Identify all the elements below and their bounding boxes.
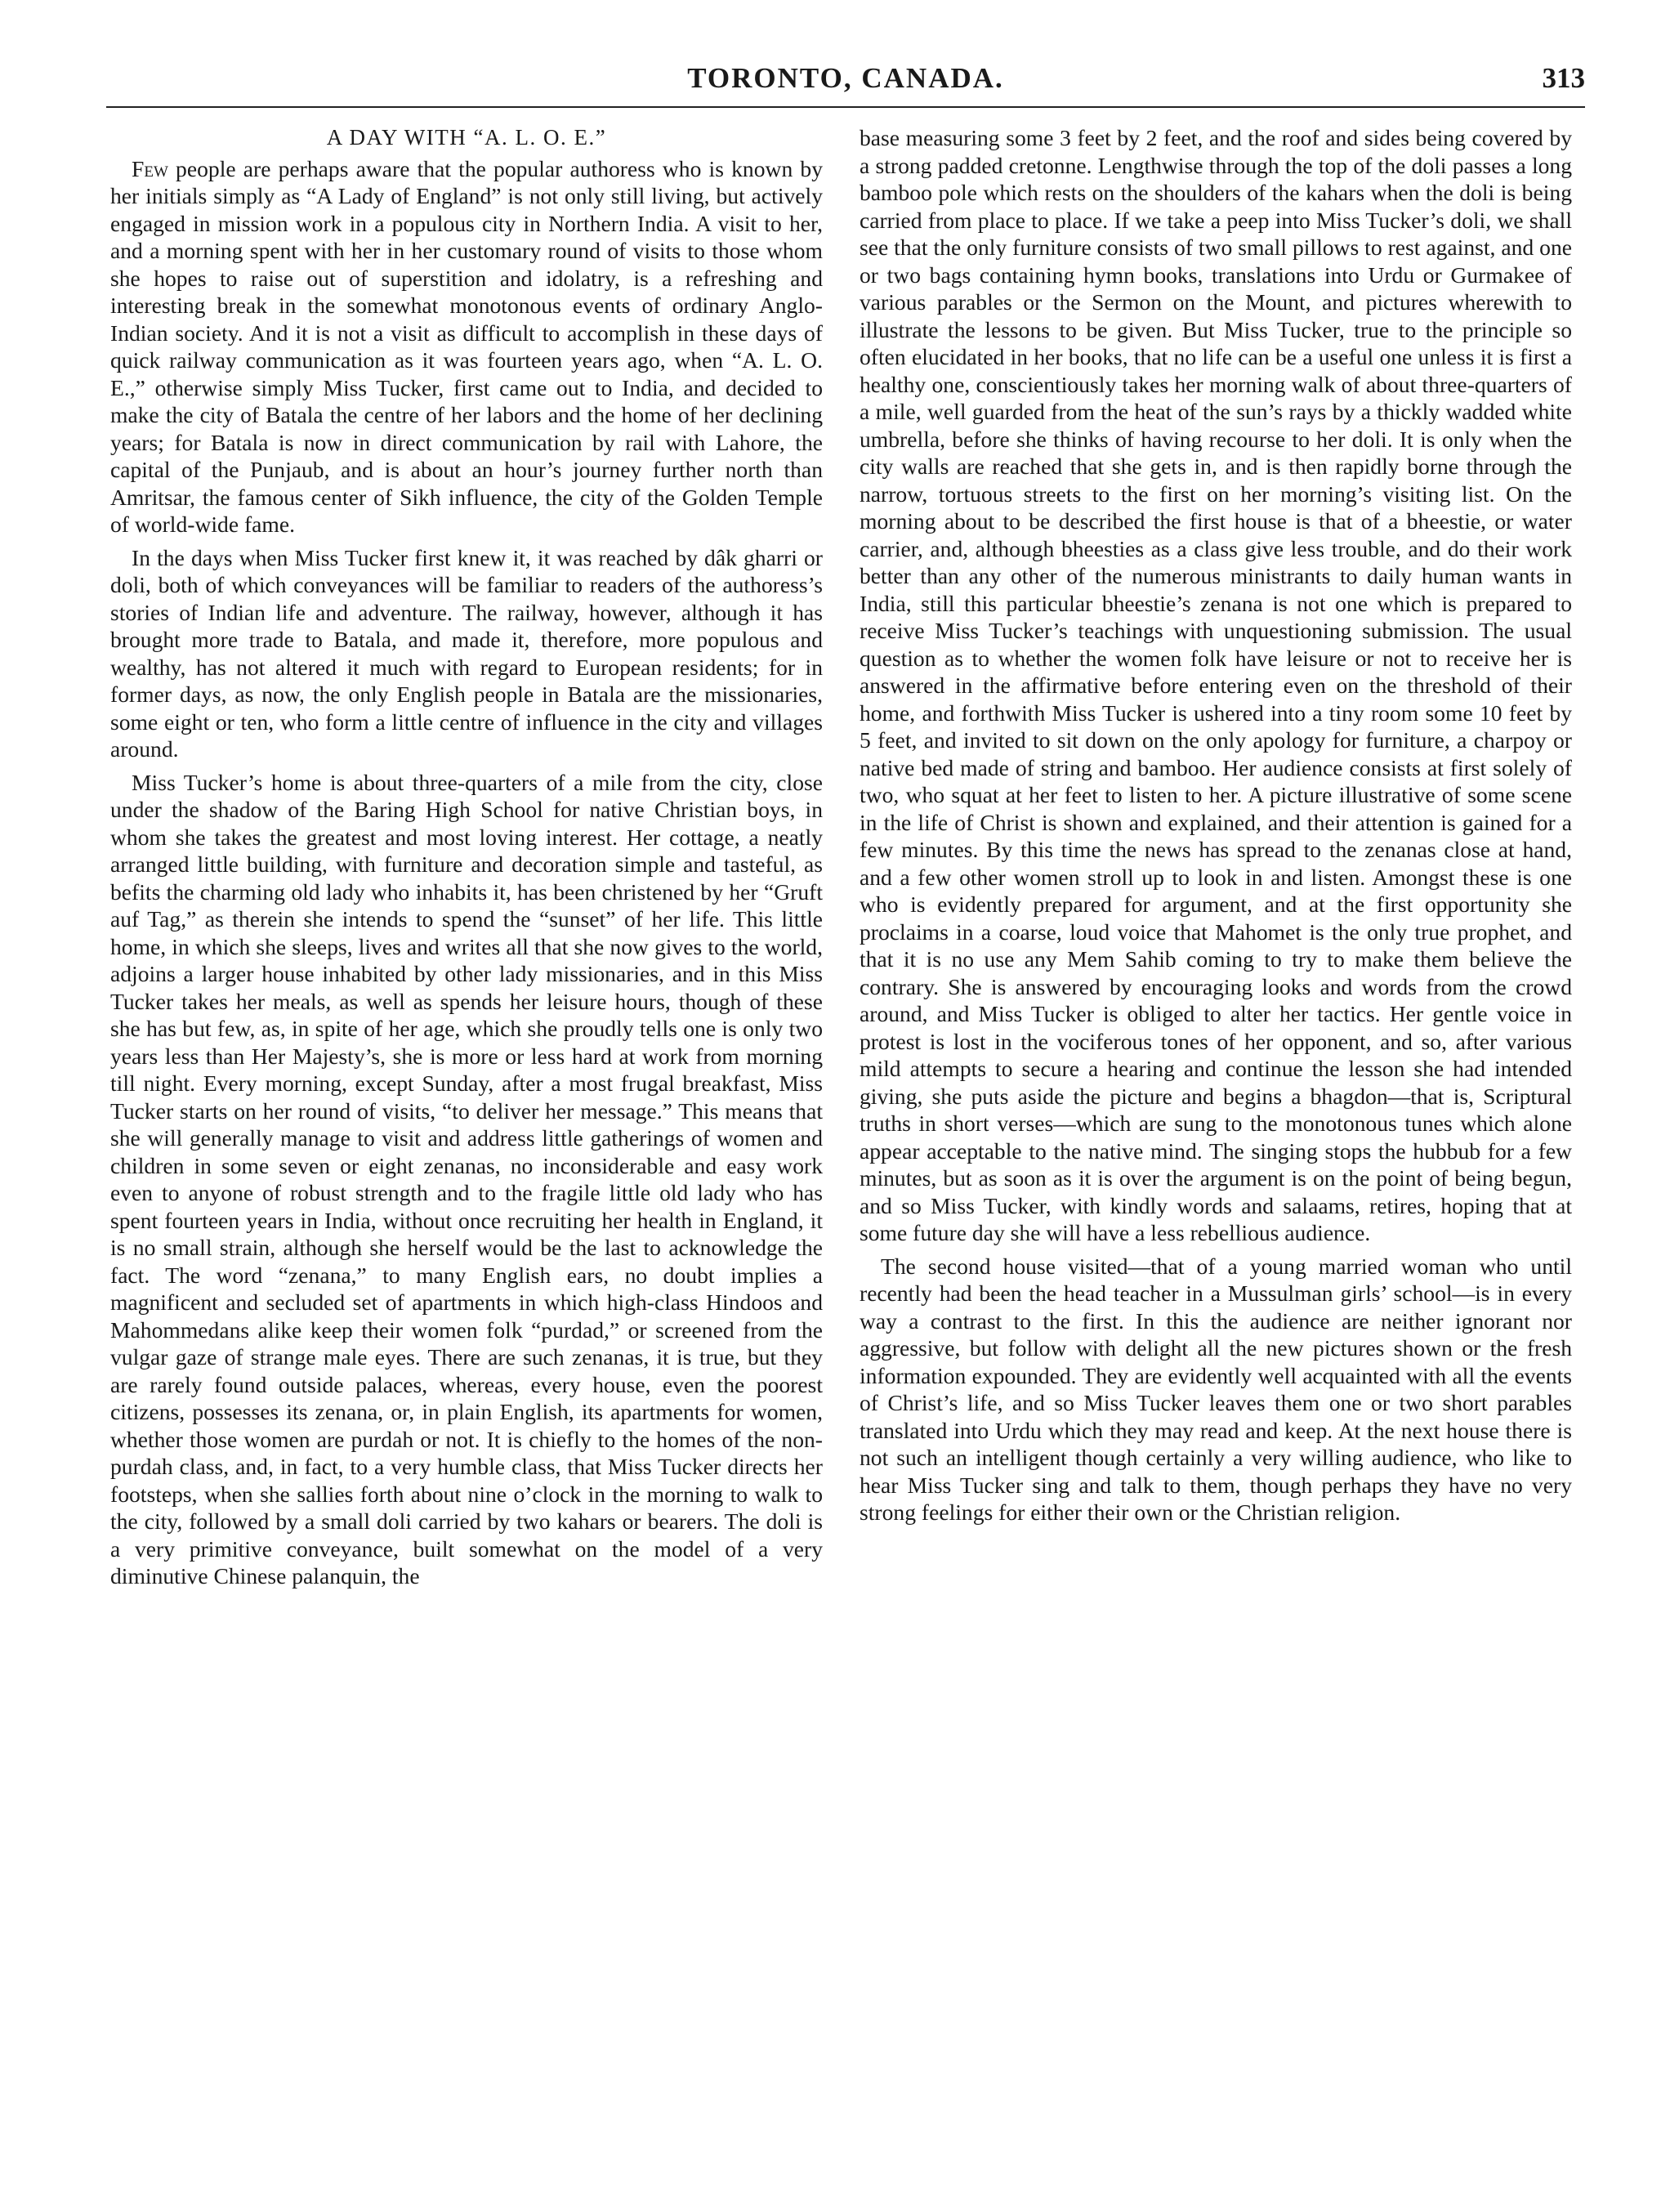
paragraph bbox=[110, 155, 823, 538]
article-title: A DAY WITH “A. L. O. E.” bbox=[326, 125, 607, 150]
header-rule bbox=[106, 106, 1585, 108]
page-header bbox=[106, 57, 1585, 106]
page-number: 313 bbox=[1542, 62, 1585, 94]
right-column bbox=[860, 124, 1572, 1532]
running-head: TORONTO, CANADA. bbox=[687, 62, 1004, 94]
paragraph: Miss Tucker’s home is about three-quarters of a mile from the city, close under the shadow of the Baring High School for native Christian boys, in whom she takes the greatest and most loving interest. Her cottage, a neatly arranged little building, with furniture and decoration simple and tasteful, as befits the charming old lady who inhabits it, has been christened by her “Gruft auf Tag,” as therein she intends to spend the “sunset” of her life. This little home, in which she sleeps, lives and writes all that she now gives to the world, adjoins a larger house inhabited by other lady missionaries, and in this Miss Tucker takes her meals, as well as spends her leisure hours, though of these she has but few, as, in spite of her age, which she proudly tells one is only two years less than Her Majesty’s, she is more or less hard at work from morning till night. Every morning, except Sunday, after a most frugal breakfast, Miss Tucker starts on her round of visits, “to deliver her message.” This means that she will generally manage to visit and address little gatherings of women and children in some seven or eight zenanas, no inconsiderable and easy work even to anyone of robust strength and to the fragile little old lady who has spent fourteen years in India, without once recruiting her health in England, it is no small strain, although she herself would be the last to acknowledge the fact. The word “zenana,” to many English ears, no doubt implies a magnificent and secluded set of apartments in which high-class Hindoos and Mahommedans alike keep their women folk “purdad,” or screened from the vulgar gaze of strange male eyes. There are such zenanas, it is true, but they are rarely found outside palaces, whereas, every house, even the poorest citizens, possesses its zenana, or, in plain English, its apartments for women, whether those women are purdah or not. It is chiefly to the homes of the non-purdah class, and, in fact, to a very humble class, that Miss Tucker directs her footsteps, when she sallies forth about nine o’clock in the morning to walk to the city, followed by a small doli carried by two kahars or bearers. The doli is a very primitive conveyance, built somewhat on the model of a very diminutive Chinese palanquin, the bbox=[110, 769, 823, 1589]
paragraph: The second house visited—that of a young married woman who until recently had been the head teacher in a Mussulman girls’ school—is in every way a contrast to the first. In this the audience are neither ignorant nor aggressive, but follow with delight all the new pictures shown or the fresh information expounded. They are evidently well acquainted with all the events of Christ’s life, and so Miss Tucker leaves them one or two short parables translated into Urdu which they may read and keep. At the next house there is not such an intelligent though certainly a very willing audience, who like to hear Miss Tucker sing and talk to them, though perhaps they have no very strong feelings for either their own or the Christian religion. bbox=[860, 1253, 1572, 1525]
lead-word: Few bbox=[132, 155, 168, 181]
paragraph-text: people are perhaps aware that the popular authoress who is known by her initials simply as “A Lady of England” is not only still living, but actively engaged in mission work in a populous city in Northern India. A visit to her, and a morning spent with her in her customary round of visits to those whom she hopes to raise out of superstition and idolatry, is a refreshing and interesting break in the somewhat monotonous events of ordinary Anglo-Indian society. And it is not a visit as difficult to accomplish in these days of quick railway communication as it was fourteen years ago, when “A. L. O. E.,” otherwise simply Miss Tucker, first came out to India, and decided to make the city of Batala the centre of her labors and the home of her declining years; for Batala is now in direct communication by rail with Lahore, the capital of the Punjaub, and is about an hour’s journey further north than Amritsar, the famous center of Sikh influence, the city of the Golden Temple of world-wide fame. bbox=[110, 155, 823, 537]
left-column bbox=[110, 124, 823, 1596]
paragraph-continued: base measuring some 3 feet by 2 feet, and the roof and sides being covered by a strong padded cretonne. Lengthwise through the top of the doli passes a long bamboo pole which rests on the shoulders of the kahars when the doli is being carried from place to place. If we take a peep into Miss Tucker’s doli, we shall see that the only furniture consists of two small pillows to rest against, and one or two bags containing hymn books, translations into Urdu or Gurmakee of various parables or the Sermon on the Mount, and pictures wherewith to illustrate the lessons to be given. But Miss Tucker, true to the principle so often elucidated in her books, that no life can be a useful one unless it is first a healthy one, conscientiously takes her morning walk of about three-quarters of a mile, well guarded from the heat of the sun’s rays by a thickly wadded white umbrella, before she thinks of having recourse to her doli. It is only when the city walls are reached that she gets in, and is then rapidly borne through the narrow, tortuous streets to the first on her morning’s visiting list. On the morning about to be described the first house is that of a bheestie, or water carrier, and, although bheesties as a class give less trouble, and do their work better than any other of the numerous ministrants to daily human wants in India, still this particular bheestie’s zenana is not one which is prepared to receive Miss Tucker’s teachings with unquestioning submission. The usual question as to whether the women folk have leisure or not to receive her is answered in the affirmative before entering even on the threshold of their home, and forthwith Miss Tucker is ushered into a tiny room some 10 feet by 5 feet, and invited to sit down on the only apology for furniture, a charpoy or native bed made of string and bamboo. Her audience consists at first solely of two, who squat at her feet to listen to her. A picture illustrative of some scene in the life of Christ is shown and explained, and their attention is gained for a few minutes. By this time the news has spread to the zenanas close at hand, and a few other women stroll up to look in and listen. Amongst these is one who is evidently prepared for argument, and at the first opportunity she proclaims in a coarse, loud voice that Mahomet is the only true prophet, and that it is no use any Mem Sahib coming to try to make them believe the contrary. She is answered by encouraging looks and words from the crowd around, and Miss Tucker is obliged to alter her tactics. Her gentle voice in protest is lost in the vociferous tones of her opponent, and so, after various mild attempts to secure a hearing and continue the lesson she had intended giving, she puts aside the picture and begins a bhagdon—that is, Scriptural truths in short verses—which are sung to the monotonous tunes which alone appear acceptable to the native mind. The singing stops the hubbub for a few minutes, but as soon as it is over the argument is on the point of being begun, and so Miss Tucker, with kindly words and salaams, retires, hoping that at some future day she will have a less rebellious audience. bbox=[860, 125, 1572, 1245]
paragraph: In the days when Miss Tucker first knew it, it was reached by dâk gharri or doli, both of which conveyances will be familiar to readers of the authoress’s stories of Indian life and adventure. The railway, however, although it has brought more trade to Batala, and made it, therefore, more populous and wealthy, has not altered it much with regard to European residents; for in former days, as now, the only English people in Batala are the missionaries, some eight or ten, who form a little centre of influence in the city and villages around. bbox=[110, 544, 823, 762]
